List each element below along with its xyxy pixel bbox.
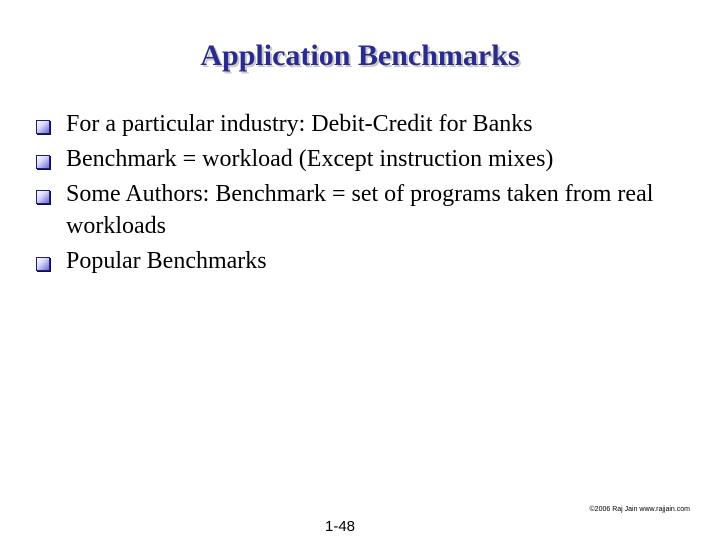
copyright-notice: ©2006 Raj Jain www.rajjain.com bbox=[589, 506, 690, 513]
bullet-item bbox=[36, 108, 696, 140]
bullet-text: Popular Benchmarks bbox=[66, 248, 267, 274]
bullet-text: Some Authors: Benchmark = set of programs taken from real workloads bbox=[66, 181, 654, 239]
bullet-item bbox=[36, 245, 696, 277]
bullet-text: For a particular industry: Debit-Credit for Banks bbox=[66, 111, 533, 137]
page-number: 1-48 bbox=[325, 518, 356, 535]
bullet-list bbox=[36, 108, 696, 280]
square-bullet-icon bbox=[36, 155, 50, 169]
bullet-text: Benchmark = workload (Except instruction mixes) bbox=[66, 146, 554, 172]
square-bullet-icon bbox=[36, 257, 50, 271]
square-bullet-icon bbox=[36, 190, 50, 204]
slide-title: Application Benchmarks bbox=[200, 39, 520, 72]
bullet-item bbox=[36, 143, 696, 175]
bullet-item bbox=[36, 178, 696, 242]
square-bullet-icon bbox=[36, 120, 50, 134]
